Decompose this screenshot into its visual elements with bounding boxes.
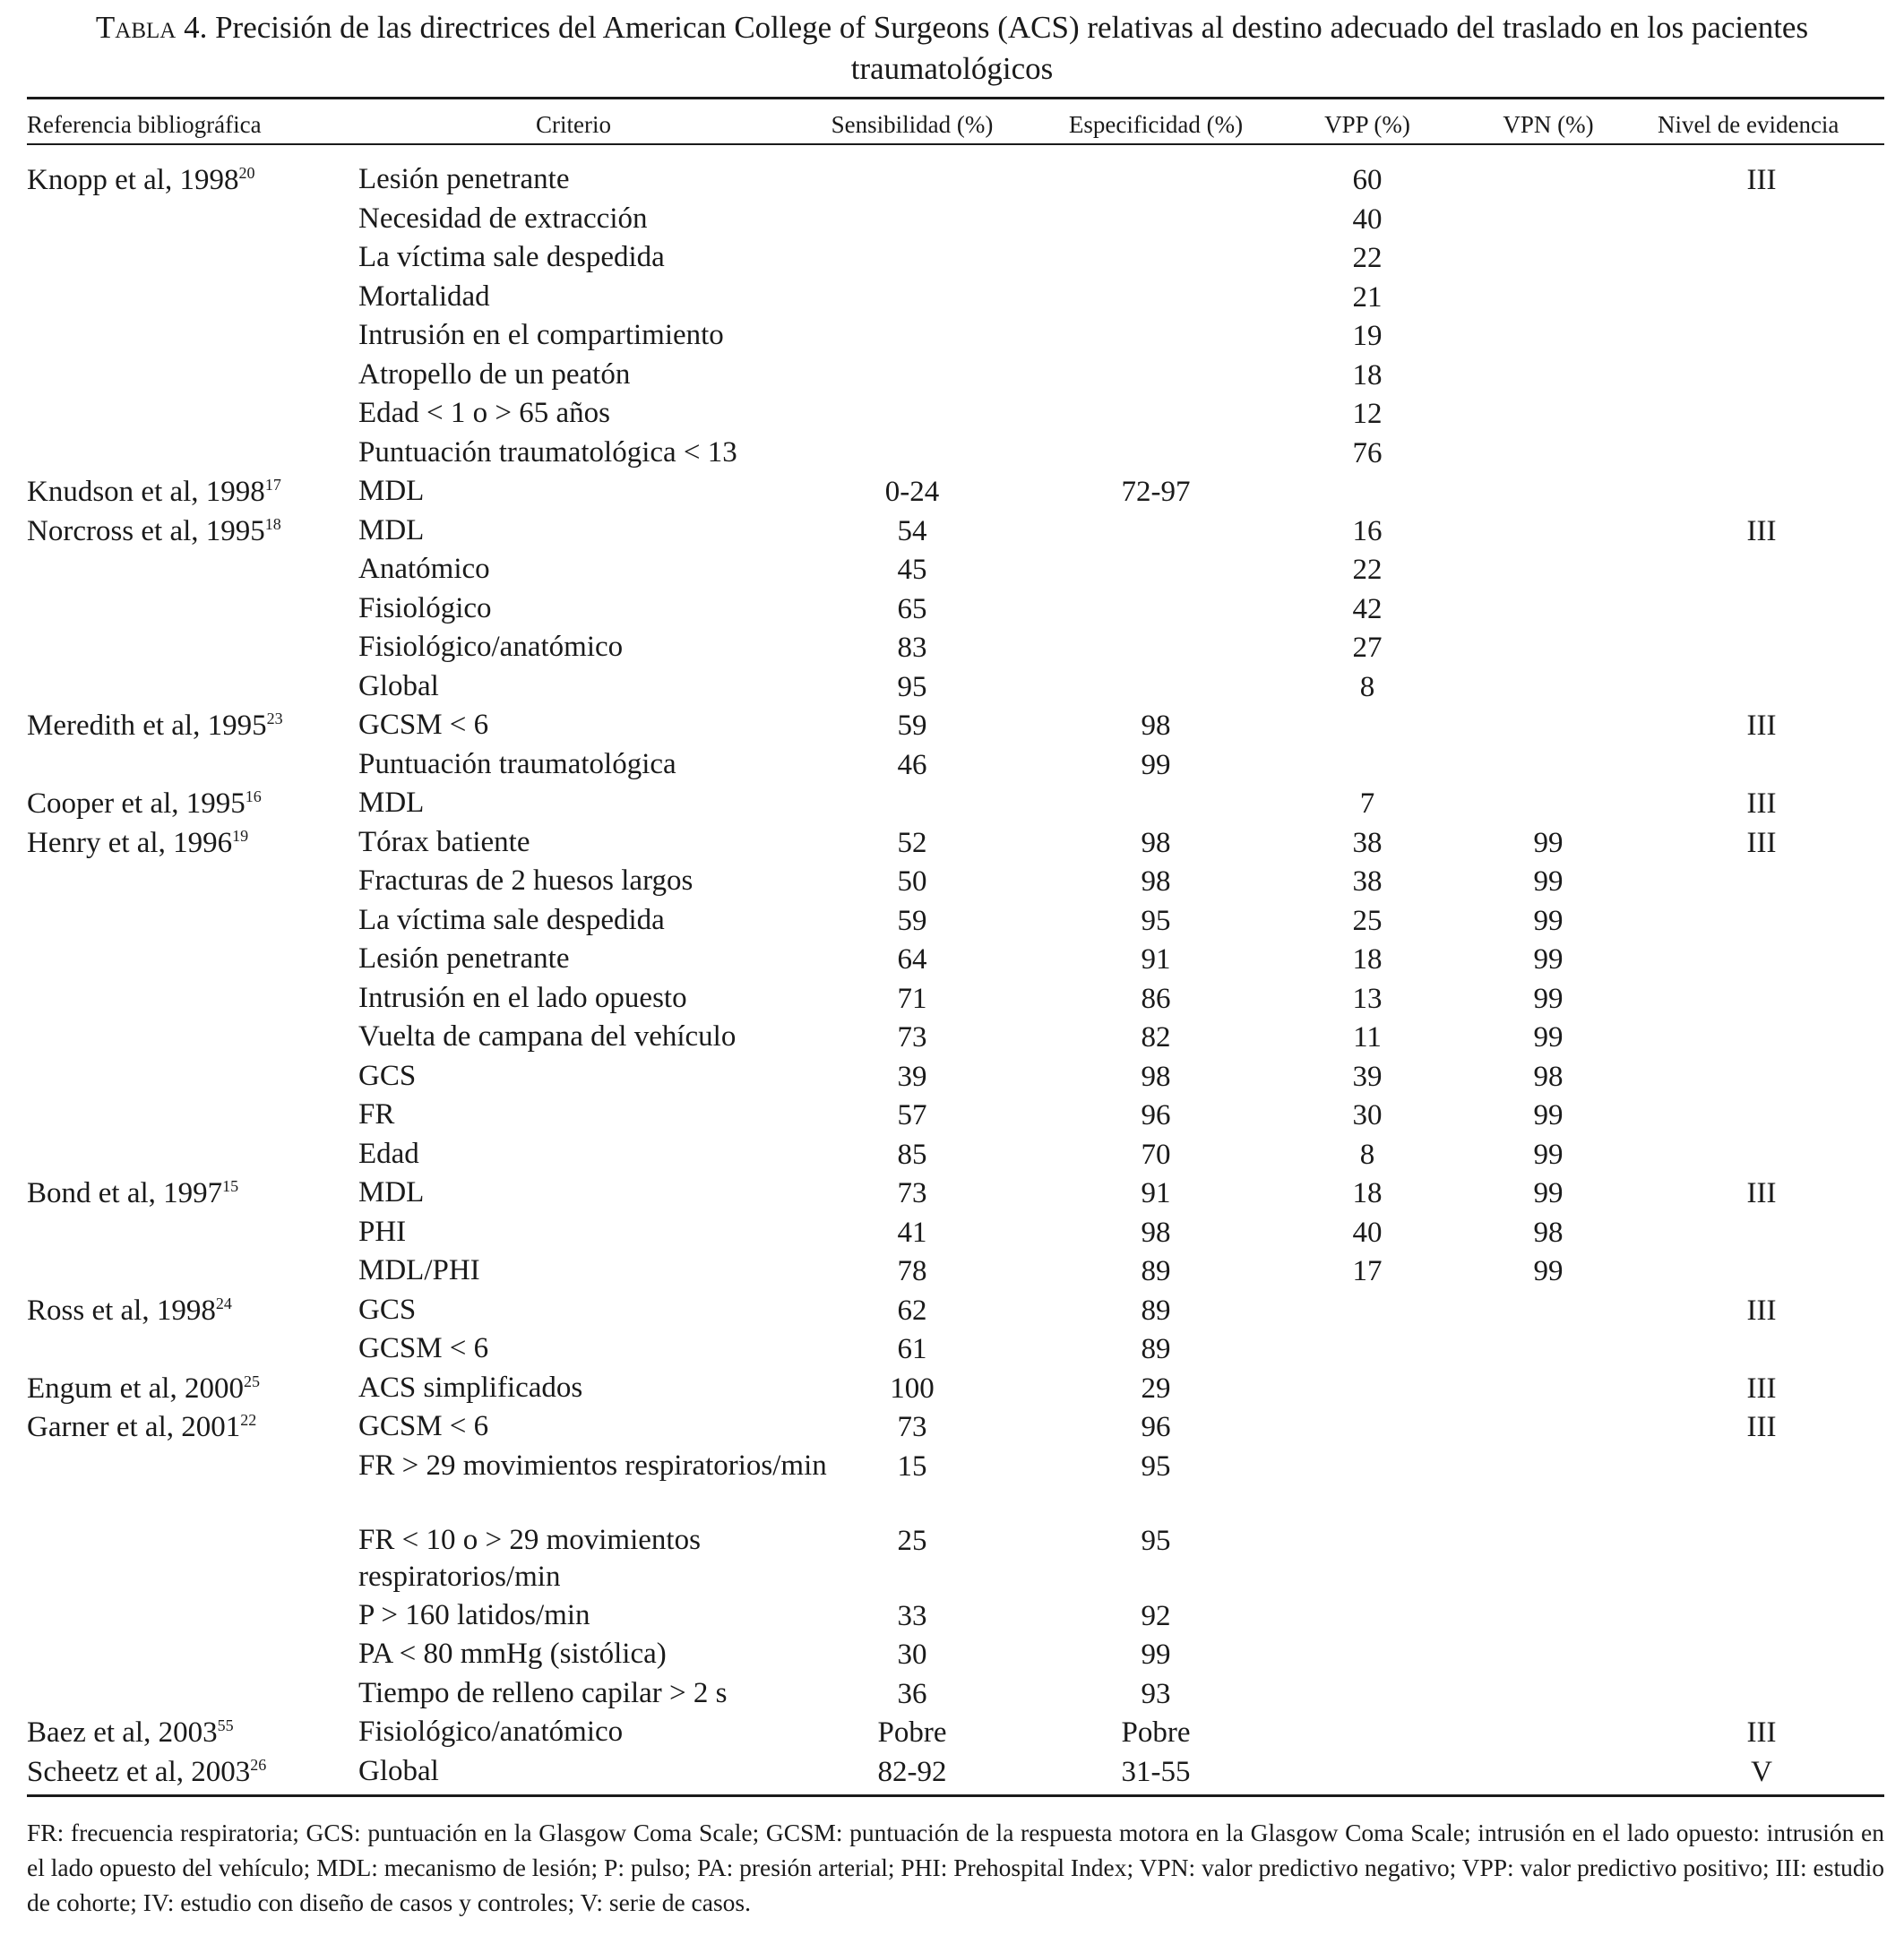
reference-text: Baez et al, 2003: [27, 1716, 218, 1749]
cell-vpp: 13: [1352, 982, 1383, 1015]
cell-criterio: Lesión penetrante: [358, 942, 570, 975]
cell-criterio: Edad: [358, 1137, 419, 1170]
table-row: [0, 1408, 1904, 1448]
table-body: [0, 161, 1904, 1792]
cell-sensibilidad: 100: [890, 1372, 935, 1405]
table-row: [0, 512, 1904, 552]
cell-sensibilidad: 33: [897, 1599, 927, 1632]
cell-especificidad: 95: [1141, 1449, 1171, 1483]
cell-especificidad: 99: [1141, 748, 1171, 781]
cell-vpn: 99: [1533, 904, 1564, 937]
cell-criterio: Anatómico: [358, 553, 490, 585]
table-row: [0, 357, 1904, 396]
cell-vpp: 22: [1352, 242, 1383, 274]
cell-referencia: [27, 1292, 232, 1331]
cell-criterio: P > 160 latidos/min: [358, 1598, 590, 1631]
reference-text: Bond et al, 1997: [27, 1177, 223, 1209]
reference-text: Henry et al, 1996: [27, 826, 233, 859]
cell-criterio: Vuelta de campana del vehículo: [358, 1020, 737, 1053]
cell-sensibilidad: 52: [897, 826, 927, 859]
cell-vpp: 76: [1352, 436, 1383, 469]
cell-referencia: [27, 473, 281, 512]
table-row: [0, 1252, 1904, 1292]
cell-criterio: Tórax batiente: [358, 825, 530, 858]
cell-vpp: 42: [1352, 592, 1383, 625]
cell-especificidad: 98: [1141, 826, 1171, 859]
cell-especificidad: Pobre: [1121, 1716, 1191, 1749]
header-vpn: VPN (%): [1503, 111, 1594, 138]
cell-criterio: PA < 80 mmHg (sistólica): [358, 1638, 667, 1670]
cell-criterio: MDL: [358, 1176, 425, 1209]
table-row: [0, 1019, 1904, 1058]
header-nivel-evidencia: Nivel de evidencia: [1658, 111, 1839, 138]
cell-sensibilidad: 57: [897, 1099, 927, 1131]
cell-criterio: Fisiológico/anatómico: [358, 1716, 624, 1748]
cell-vpn: 99: [1533, 826, 1564, 859]
cell-criterio: Mortalidad: [358, 280, 490, 313]
cell-sensibilidad: 36: [897, 1677, 927, 1710]
cell-criterio: ACS simplificados: [358, 1371, 583, 1404]
cell-nivel-evidencia: III: [1746, 1294, 1777, 1327]
cell-vpp: 12: [1352, 398, 1383, 430]
cell-sensibilidad: 62: [897, 1294, 927, 1327]
reference-text: Engum et al, 2000: [27, 1372, 244, 1405]
cell-especificidad: 98: [1141, 865, 1171, 898]
cell-sensibilidad: 46: [897, 748, 927, 781]
cell-vpp: 16: [1352, 514, 1383, 547]
cell-vpn: 99: [1533, 1177, 1564, 1209]
reference-citation-number: 22: [240, 1411, 257, 1429]
cell-sensibilidad: 95: [897, 670, 927, 703]
cell-especificidad: 96: [1141, 1099, 1171, 1131]
reference-citation-number: 19: [232, 826, 249, 845]
cell-especificidad: 93: [1141, 1677, 1171, 1710]
reference-text: Ross et al, 1998: [27, 1294, 216, 1327]
reference-citation-number: 25: [243, 1372, 260, 1390]
cell-especificidad: 98: [1141, 1216, 1171, 1249]
table-row: [0, 1753, 1904, 1793]
cell-vpp: 30: [1352, 1099, 1383, 1131]
cell-especificidad: 82: [1141, 1021, 1171, 1054]
cell-especificidad: 89: [1141, 1333, 1171, 1365]
cell-criterio: Necesidad de extracción: [358, 202, 648, 235]
cell-sensibilidad: 61: [897, 1333, 927, 1365]
table-row: [0, 1136, 1904, 1175]
table-row: [0, 1597, 1904, 1637]
cell-sensibilidad: 0-24: [884, 476, 940, 508]
table-top-rule: [27, 97, 1884, 99]
cell-nivel-evidencia: III: [1746, 1411, 1777, 1443]
cell-vpp: 38: [1352, 826, 1383, 859]
table-row: [0, 824, 1904, 864]
cell-especificidad: 95: [1141, 904, 1171, 937]
cell-criterio: Fracturas de 2 huesos largos: [358, 864, 694, 897]
cell-criterio: GCS: [358, 1059, 417, 1092]
cell-sensibilidad: Pobre: [877, 1716, 947, 1749]
cell-especificidad: 96: [1141, 1411, 1171, 1443]
reference-text: Cooper et al, 1995: [27, 787, 246, 820]
cell-referencia: [27, 1753, 266, 1793]
cell-criterio: MDL: [358, 513, 425, 546]
cell-sensibilidad: 59: [897, 904, 927, 937]
cell-criterio: La víctima sale despedida: [358, 241, 665, 273]
cell-nivel-evidencia: III: [1746, 1716, 1777, 1749]
cell-sensibilidad: 30: [897, 1639, 927, 1671]
cell-criterio: MDL: [358, 787, 425, 819]
cell-sensibilidad: 83: [897, 632, 927, 664]
cell-especificidad: 95: [1141, 1525, 1171, 1557]
table-row: [0, 1448, 1904, 1523]
cell-vpp: 40: [1352, 1216, 1383, 1249]
reference-citation-number: 23: [266, 710, 283, 727]
cell-criterio: FR < 10 o > 29 movimientos respiratorios/min: [358, 1524, 701, 1593]
cell-nivel-evidencia: III: [1746, 787, 1777, 820]
reference-text: Knudson et al, 1998: [27, 476, 265, 508]
header-referencia: Referencia bibliográfica: [27, 111, 262, 138]
table-row: [0, 161, 1904, 201]
cell-vpn: 98: [1533, 1216, 1564, 1249]
cell-criterio: Puntuación traumatológica: [358, 747, 676, 780]
cell-especificidad: 98: [1141, 710, 1171, 742]
table-row: [0, 1636, 1904, 1675]
cell-referencia: [27, 1370, 260, 1409]
cell-vpp: 60: [1352, 164, 1383, 196]
table-row: [0, 1097, 1904, 1136]
cell-nivel-evidencia: III: [1746, 1177, 1777, 1209]
cell-criterio: Global: [358, 669, 439, 702]
cell-criterio: Puntuación traumatológica < 13: [358, 435, 737, 469]
cell-referencia: [27, 785, 262, 824]
cell-especificidad: 31-55: [1121, 1755, 1191, 1788]
cell-vpp: 18: [1352, 943, 1383, 976]
table-row: [0, 1058, 1904, 1097]
cell-sensibilidad: 39: [897, 1060, 927, 1093]
cell-sensibilidad: 41: [897, 1216, 927, 1249]
cell-sensibilidad: 64: [897, 943, 927, 976]
table-row: [0, 707, 1904, 746]
caption-text: Precisión de las directrices del American College of Surgeons (ACS) relativas al destino adecuado del traslado en los pacientes traumatológicos: [215, 10, 1809, 86]
cell-criterio: GCSM < 6: [358, 1332, 489, 1364]
cell-vpp: 8: [1359, 670, 1375, 703]
reference-citation-number: 24: [215, 1294, 232, 1312]
cell-especificidad: 89: [1141, 1294, 1171, 1327]
cell-especificidad: 91: [1141, 943, 1171, 976]
cell-vpn: 98: [1533, 1060, 1564, 1093]
cell-criterio: Intrusión en el compartimiento: [358, 319, 724, 351]
table-caption: [27, 7, 1877, 90]
cell-especificidad: 89: [1141, 1255, 1171, 1287]
cell-especificidad: 92: [1141, 1599, 1171, 1632]
cell-criterio: Edad < 1 o > 65 años: [358, 397, 611, 429]
cell-vpp: 18: [1352, 358, 1383, 391]
cell-vpn: 99: [1533, 1255, 1564, 1287]
header-especificidad: Especificidad (%): [1068, 111, 1244, 138]
reference-citation-number: 26: [250, 1755, 267, 1774]
cell-sensibilidad: 65: [897, 592, 927, 625]
cell-criterio: FR: [358, 1098, 395, 1131]
cell-especificidad: 99: [1141, 1639, 1171, 1671]
cell-nivel-evidencia: III: [1746, 164, 1777, 196]
cell-especificidad: 70: [1141, 1138, 1171, 1171]
cell-referencia: [27, 824, 248, 864]
cell-criterio: MDL: [358, 475, 425, 507]
table-row: [0, 1714, 1904, 1753]
reference-text: Knopp et al, 1998: [27, 164, 239, 196]
table-row: [0, 1522, 1904, 1597]
cell-sensibilidad: 78: [897, 1255, 927, 1287]
cell-sensibilidad: 73: [897, 1411, 927, 1443]
cell-referencia: [27, 1714, 234, 1753]
cell-sensibilidad: 73: [897, 1021, 927, 1054]
cell-vpn: 99: [1533, 982, 1564, 1015]
table-row: [0, 590, 1904, 630]
cell-nivel-evidencia: III: [1746, 1372, 1777, 1405]
cell-vpp: 40: [1352, 202, 1383, 236]
cell-nivel-evidencia: III: [1746, 710, 1777, 742]
cell-sensibilidad: 15: [897, 1449, 927, 1483]
cell-sensibilidad: 85: [897, 1138, 927, 1171]
cell-vpn: 99: [1533, 1099, 1564, 1131]
cell-criterio: FR > 29 movimientos respiratorios/min: [358, 1449, 827, 1482]
cell-especificidad: 86: [1141, 982, 1171, 1015]
cell-criterio: MDL/PHI: [358, 1254, 480, 1286]
reference-citation-number: 17: [264, 476, 281, 494]
cell-sensibilidad: 45: [897, 554, 927, 586]
cell-vpn: 99: [1533, 943, 1564, 976]
cell-criterio: Global: [358, 1754, 439, 1787]
table-bottom-rule: [27, 1794, 1884, 1797]
cell-especificidad: 91: [1141, 1177, 1171, 1209]
table-header-rule: [27, 143, 1884, 145]
table-row: [0, 1675, 1904, 1715]
header-criterio: Criterio: [536, 111, 611, 138]
cell-referencia: [27, 1408, 256, 1448]
caption-label: Tabla 4.: [95, 10, 208, 45]
cell-nivel-evidencia: III: [1746, 826, 1777, 859]
cell-criterio: GCSM < 6: [358, 1410, 489, 1442]
cell-vpp: 7: [1359, 787, 1375, 820]
table-row: [0, 1292, 1904, 1331]
cell-criterio: La víctima sale despedida: [358, 903, 665, 936]
reference-citation-number: 15: [222, 1177, 239, 1195]
cell-criterio: PHI: [358, 1215, 407, 1248]
table-row: [0, 785, 1904, 824]
cell-sensibilidad: 50: [897, 865, 927, 898]
cell-vpp: 22: [1352, 554, 1383, 586]
reference-text: Garner et al, 2001: [27, 1411, 241, 1443]
table-row: [0, 434, 1904, 474]
cell-vpn: 99: [1533, 1138, 1564, 1171]
table-row: [0, 317, 1904, 357]
cell-criterio: GCSM < 6: [358, 709, 489, 741]
table-row: [0, 1174, 1904, 1214]
table-row: [0, 980, 1904, 1019]
header-sensibilidad: Sensibilidad (%): [831, 111, 994, 138]
table-row: [0, 902, 1904, 942]
cell-criterio: GCS: [358, 1293, 417, 1326]
table-row: [0, 863, 1904, 902]
cell-sensibilidad: 82-92: [877, 1755, 947, 1788]
cell-vpp: 21: [1352, 280, 1383, 314]
cell-vpp: 39: [1352, 1060, 1383, 1093]
reference-citation-number: 18: [264, 514, 281, 533]
table-row: [0, 239, 1904, 279]
cell-vpn: 99: [1533, 1021, 1564, 1054]
cell-nivel-evidencia: V: [1751, 1755, 1772, 1788]
cell-criterio: Lesión penetrante: [358, 163, 570, 195]
cell-vpn: 99: [1533, 865, 1564, 898]
cell-sensibilidad: 59: [897, 710, 927, 742]
cell-criterio: Fisiológico: [358, 591, 492, 624]
cell-criterio: Fisiológico/anatómico: [358, 631, 624, 663]
cell-vpp: 17: [1352, 1255, 1383, 1287]
cell-vpp: 18: [1352, 1177, 1383, 1209]
table-row: [0, 395, 1904, 434]
cell-referencia: [27, 512, 281, 552]
cell-criterio: Atropello de un peatón: [358, 357, 631, 391]
cell-vpp: 38: [1352, 865, 1383, 898]
cell-especificidad: 98: [1141, 1060, 1171, 1093]
cell-especificidad: 29: [1141, 1372, 1171, 1405]
cell-sensibilidad: 25: [897, 1525, 927, 1557]
table-row: [0, 473, 1904, 512]
reference-citation-number: 20: [238, 164, 255, 182]
table-row: [0, 746, 1904, 786]
reference-text: Meredith et al, 1995: [27, 710, 267, 742]
cell-vpp: 11: [1353, 1021, 1382, 1054]
table-row: [0, 551, 1904, 590]
cell-especificidad: 72-97: [1121, 476, 1191, 508]
table-row: [0, 279, 1904, 318]
table-row: [0, 941, 1904, 980]
cell-referencia: [27, 161, 254, 201]
cell-referencia: [27, 1174, 238, 1214]
cell-nivel-evidencia: III: [1746, 514, 1777, 547]
table-row: [0, 668, 1904, 708]
cell-referencia: [27, 707, 283, 746]
table-footnotes: FR: frecuencia respiratoria; GCS: puntuación en la Glasgow Coma Scale; GCSM: puntuación de la respuesta motora en la Glasgow Coma Scale; intrusión en el lado opuesto: intrusión en el lado opuesto del vehículo; MDL: mecanismo de lesión; P: pulso; PA: presión arterial; PHI: Prehospital Index; VPN: valor predictivo negativo; VPP: valor predictivo positivo; III: estudio de cohorte; IV: estudio con diseño de casos y controles; V: serie de casos.: [27, 1819, 1884, 1916]
cell-criterio: Tiempo de relleno capilar > 2 s: [358, 1676, 728, 1709]
reference-text: Norcross et al, 1995: [27, 514, 265, 547]
header-vpp: VPP (%): [1324, 111, 1410, 138]
cell-sensibilidad: 73: [897, 1177, 927, 1209]
table-row: [0, 201, 1904, 240]
table-row: [0, 1214, 1904, 1253]
reference-text: Scheetz et al, 2003: [27, 1755, 251, 1788]
cell-vpp: 19: [1352, 320, 1383, 352]
reference-citation-number: 16: [245, 787, 262, 805]
cell-vpp: 25: [1352, 904, 1383, 937]
cell-sensibilidad: 71: [897, 982, 927, 1015]
table-row: [0, 629, 1904, 668]
reference-citation-number: 55: [217, 1716, 234, 1734]
cell-criterio: Intrusión en el lado opuesto: [358, 981, 687, 1014]
table-row: [0, 1330, 1904, 1370]
cell-sensibilidad: 54: [897, 514, 927, 547]
cell-vpp: 27: [1352, 632, 1383, 664]
table-row: [0, 1370, 1904, 1409]
cell-vpp: 8: [1359, 1138, 1375, 1171]
